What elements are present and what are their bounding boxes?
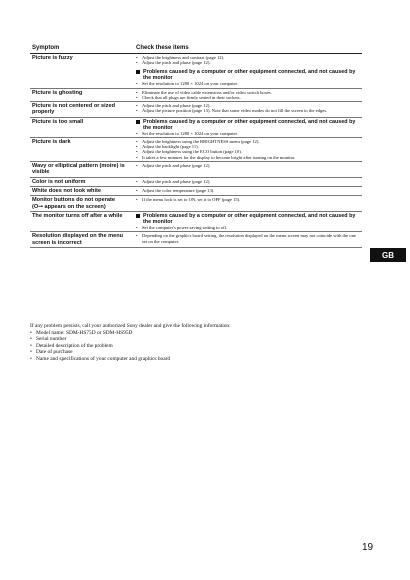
table-row xyxy=(30,196,362,212)
check-item: • Adjust the brightness using the ECO button (page 10). xyxy=(136,149,360,154)
check-item: • Check that all plugs are firmly seated in their sockets. xyxy=(136,95,360,100)
check-cell xyxy=(134,102,362,118)
problem-heading: Problems caused by a computer or other equipment connected, and not caused by the monitor xyxy=(136,119,360,131)
check-cell xyxy=(134,177,362,186)
table-row xyxy=(30,232,362,248)
check-item: • Adjust the pitch and phase (page 12). xyxy=(136,163,360,168)
check-cell xyxy=(134,187,362,196)
check-item: • Adjust the color temperature (page 13). xyxy=(136,188,360,193)
table-row xyxy=(30,177,362,186)
symptom-cell: Wavy or elliptical pattern (moire) is visible xyxy=(30,161,134,177)
table-row xyxy=(30,161,362,177)
header-symptom: Symptom xyxy=(30,44,134,54)
list-item: • Detailed description of the problem xyxy=(30,343,360,350)
symptom-cell: Color is not uniform xyxy=(30,177,134,186)
troubleshooting-table xyxy=(30,44,362,248)
table-row xyxy=(30,88,362,101)
check-item: • Adjust the pitch and phase (page 12). xyxy=(136,179,360,184)
symptom-cell: The monitor turns off after a while xyxy=(30,212,134,232)
check-cell xyxy=(134,196,362,212)
check-item: • Adjust the pitch and phase (page 12). xyxy=(136,103,360,108)
check-item: • It takes a few minutes for the display to become bright after turning on the monitor. xyxy=(136,155,360,160)
check-item: • Adjust the brightness using the BRIGHTNESS menu (page 12). xyxy=(136,139,360,144)
symptom-text: Monitor buttons do not operate xyxy=(32,197,115,204)
table-row xyxy=(30,102,362,118)
check-cell xyxy=(134,161,362,177)
table-row xyxy=(30,212,362,232)
check-cell xyxy=(134,88,362,101)
check-item: • Adjust the backlight (page 11). xyxy=(136,144,360,149)
problem-heading: Problems caused by a computer or other equipment connected, and not caused by the monitor xyxy=(136,69,360,81)
check-cell xyxy=(134,117,362,137)
list-item: • Model name: SDM-HS75D or SDM-HS95D xyxy=(30,330,360,337)
language-tab-gb: GB xyxy=(370,248,406,262)
check-item: • Set the computer's power saving setting to off. xyxy=(136,225,360,230)
symptom-cell: Picture is too small xyxy=(30,117,134,137)
check-item: • Set the resolution to 1280 × 1024 on your computer. xyxy=(136,81,360,86)
header-check: Check these items xyxy=(134,44,362,54)
contact-info-section xyxy=(30,323,360,363)
check-cell xyxy=(134,212,362,232)
table-header-row xyxy=(30,44,362,54)
symptom-cell: Resolution displayed on the menu screen is incorrect xyxy=(30,232,134,248)
check-item: • Eliminate the use of video cable extensions and/or video switch boxes. xyxy=(136,90,360,95)
contact-intro: If any problem persists, call your authorized Sony dealer and give the following information: xyxy=(30,323,231,329)
check-item: • Adjust the picture position (page 13). Note that some video modes do not fill the screen to the edges. xyxy=(136,108,360,113)
symptom-cell: Picture is not centered or sized properly xyxy=(30,102,134,118)
symptom-cell: Picture is fuzzy xyxy=(30,54,134,89)
check-item: • Adjust the brightness and contrast (page 12). xyxy=(136,55,360,60)
check-item: • Set the resolution to 1280 × 1024 on your computer. xyxy=(136,131,360,136)
check-cell xyxy=(134,54,362,89)
symptom-cell xyxy=(30,196,134,212)
table-row xyxy=(30,187,362,196)
problem-heading: Problems caused by a computer or other equipment connected, and not caused by the monitor xyxy=(136,213,360,225)
list-item: • Name and specifications of your computer and graphics board xyxy=(30,356,360,363)
check-item: • Adjust the pitch and phase (page 12). xyxy=(136,60,360,65)
table-row xyxy=(30,54,362,89)
check-item: • Depending on the graphics board setting, the resolution displayed on the menu screen may not coincide with the one set on the computer. xyxy=(136,233,360,243)
symptom-cell: Picture is ghosting xyxy=(30,88,134,101)
symptom-subtext: (O⊸ appears on the screen) xyxy=(32,203,106,210)
contact-info-list xyxy=(30,330,360,363)
list-item: • Serial number xyxy=(30,336,360,343)
symptom-cell: White does not look white xyxy=(30,187,134,196)
symptom-cell: Picture is dark xyxy=(30,138,134,162)
table-row xyxy=(30,138,362,162)
table-row xyxy=(30,117,362,137)
check-item: • If the menu lock is set to ON, set it to OFF (page 15). xyxy=(136,197,360,202)
check-cell xyxy=(134,232,362,248)
page-number: 19 xyxy=(362,542,374,553)
check-cell xyxy=(134,138,362,162)
list-item: • Date of purchase xyxy=(30,349,360,356)
